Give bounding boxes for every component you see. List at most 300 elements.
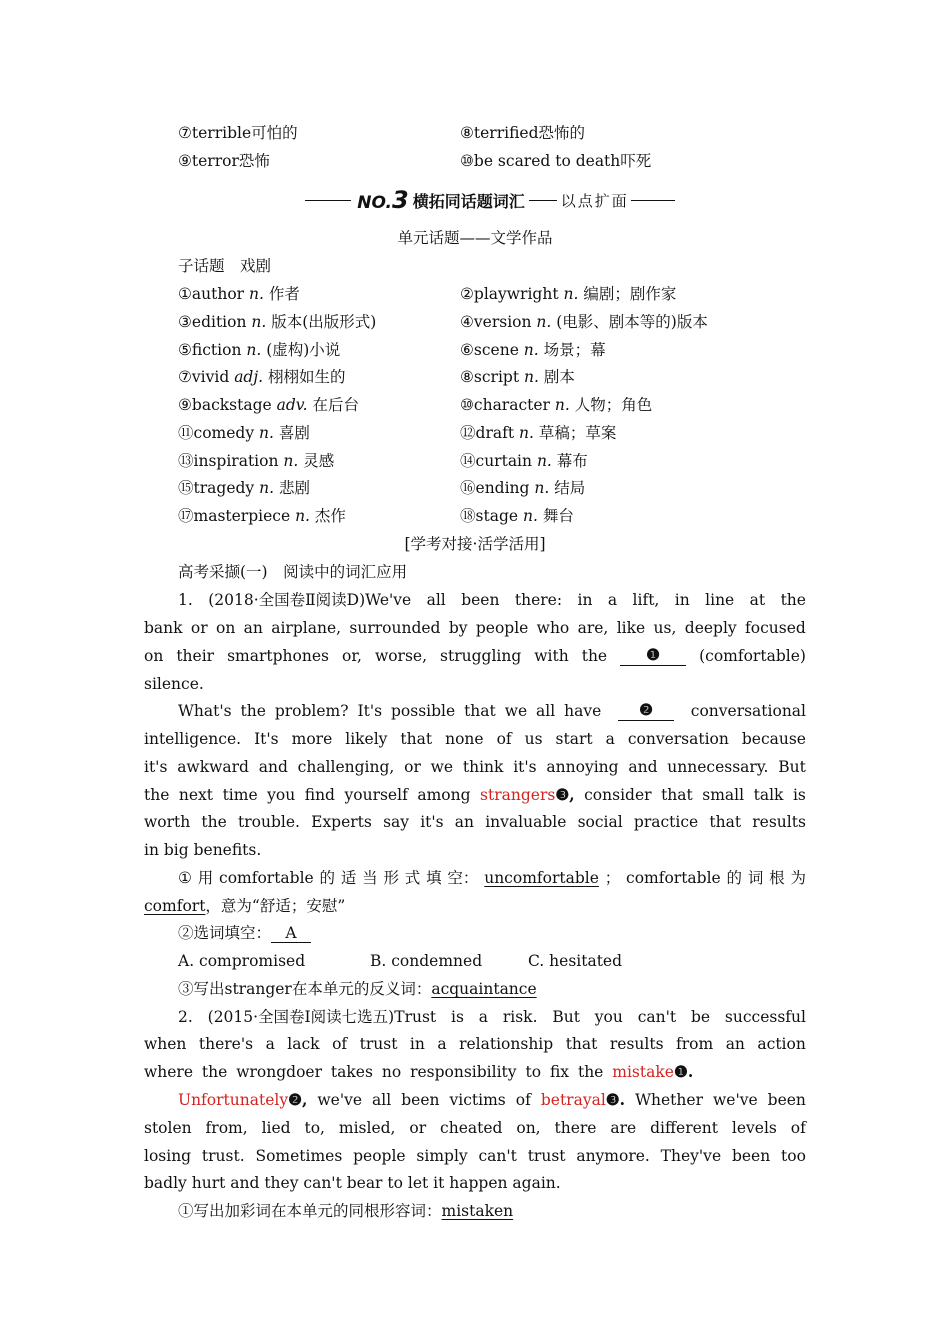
word: awkward (177, 758, 249, 776)
vocab-item (460, 423, 616, 443)
vocab-number: ④ (460, 312, 474, 331)
vocab-item (460, 284, 676, 304)
word: They've (660, 1147, 722, 1165)
vocab-word: script (473, 368, 524, 387)
vocab-number: ⑤ (178, 340, 192, 359)
word: when (144, 1035, 187, 1053)
q1-exercise-1-cont (144, 896, 345, 916)
vocab-word: comedy (193, 423, 260, 442)
word: misled, (338, 1119, 396, 1137)
vocab-meaning: 喜剧 (273, 423, 310, 442)
vocab-word: character (473, 396, 555, 414)
marker-3: ❸. (605, 1090, 626, 1109)
word: or, (341, 647, 362, 665)
word: by (448, 619, 468, 637)
q2-line-4 (178, 1090, 806, 1110)
vocab-item (178, 423, 310, 443)
word: victims (449, 1091, 506, 1109)
vocab-pos: n. (249, 285, 264, 303)
word: it's (144, 758, 168, 776)
word: (comfortable) (699, 647, 806, 665)
word: of (790, 1119, 806, 1137)
word: on, (516, 1119, 541, 1137)
highlight-word: Unfortunately (178, 1091, 289, 1109)
word: the (581, 647, 608, 665)
section-heading (300, 186, 680, 214)
word: comfortable (626, 869, 721, 887)
vocab-pos: n. (536, 312, 552, 331)
vocab-number: ⑭ (460, 451, 476, 470)
vocab-word: version (473, 312, 537, 331)
word: (2015·全国卷Ⅰ阅读七选五)Trust (207, 1008, 437, 1026)
word: none (445, 730, 484, 748)
word: all (372, 1091, 392, 1109)
word: different (650, 1119, 718, 1137)
vocab-word: vivid (191, 368, 235, 387)
word: talk (753, 786, 784, 804)
word: an (454, 813, 475, 831)
word: there: (514, 591, 563, 609)
vocab-item (460, 506, 574, 526)
vocab-word: inspiration (193, 451, 284, 470)
word: on (144, 647, 164, 665)
word: from (676, 1035, 714, 1053)
vocab-pos: n. (522, 507, 538, 525)
q1-line-7 (144, 757, 806, 777)
word: people (353, 1147, 406, 1165)
word: unnecessary. (667, 758, 769, 776)
q1-line-3 (144, 646, 806, 666)
vocab-meaning: 杰作 (309, 507, 346, 525)
word: like (616, 619, 646, 637)
word: invaluable (485, 813, 567, 831)
vocab-word: tragedy (193, 479, 260, 498)
word: that (400, 730, 433, 748)
word: that (565, 1035, 598, 1053)
vocab-pos: n. (259, 423, 274, 442)
vocab-word: scene (473, 340, 524, 359)
vocab-item (178, 395, 359, 415)
word: of (496, 730, 512, 748)
vocab-pos: n. (563, 285, 579, 303)
word: and (258, 758, 288, 776)
vocab-number: ② (460, 285, 474, 303)
vocab-number: ⑮ (178, 479, 194, 498)
word: Sometimes (255, 1147, 343, 1165)
word: intelligence. (144, 730, 242, 748)
word: too (781, 1147, 806, 1165)
word: it's (420, 813, 444, 831)
vocab-item (460, 367, 575, 387)
word: airplane, (271, 619, 342, 637)
vocab-meaning: 编剧；剧作家 (578, 285, 677, 303)
vocab-number: ⑱ (460, 507, 476, 525)
q1-exercise-1 (178, 868, 806, 888)
word: time (222, 786, 258, 804)
word: been (461, 591, 500, 609)
q1-line-1 (178, 590, 806, 610)
answer-uncomfortable: uncomfortable (484, 869, 599, 887)
top-item-10: ⑩be scared to death吓死 (460, 152, 652, 170)
vocab-word: author (191, 285, 250, 303)
vocab-number: ③ (178, 312, 192, 331)
word: that (661, 786, 693, 804)
word: risk. (502, 1008, 538, 1026)
vocab-meaning: 舞台 (537, 507, 574, 525)
vocab-meaning: 灵感 (298, 451, 335, 470)
marker-1: ❶. (673, 1062, 694, 1081)
vocab-meaning: 草稿；草案 (533, 423, 617, 442)
word: we've (713, 1091, 758, 1109)
word: 的 (319, 869, 336, 887)
highlight-word: strangers (480, 786, 556, 804)
vocab-pos: n. (295, 507, 310, 525)
vocab-item (178, 312, 376, 332)
word: 空： (447, 869, 479, 887)
word: trust (359, 1035, 398, 1053)
word: us, (653, 619, 677, 637)
word: all (426, 591, 446, 609)
word: focused (745, 619, 806, 637)
word: it's (513, 758, 537, 776)
word: losing (144, 1147, 192, 1165)
word: But (778, 758, 806, 776)
word: you (594, 1008, 623, 1026)
word: we've (317, 1091, 363, 1109)
word: line (705, 591, 735, 609)
q1-line-10: in big benefits. (144, 841, 262, 859)
q2-line-6 (144, 1146, 806, 1166)
vocab-item (460, 312, 708, 332)
vocab-item (178, 506, 346, 526)
vocab-pos: n. (554, 396, 570, 414)
vocab-word: stage (475, 507, 523, 525)
word: been (767, 1091, 806, 1109)
vocab-pos: n. (283, 451, 299, 470)
vocab-pos: n. (246, 340, 262, 359)
highlight-mistake: mistake (612, 1063, 674, 1081)
q2-exercise-1-question: ①写出加彩词在本单元的同根形容词： (178, 1202, 442, 1220)
word: think (462, 758, 504, 776)
word: trouble. (238, 813, 300, 831)
top-item-8: ⑧terrified恐怖的 (460, 124, 586, 142)
answer-acquaintance: acquaintance (431, 980, 537, 998)
word: find (304, 786, 335, 804)
highlight-strangers (480, 785, 575, 805)
heading-title: 横拓同话题词汇 (412, 191, 525, 211)
word: is (792, 786, 806, 804)
vocab-number: ⑥ (460, 340, 474, 359)
q1-exercise-3 (178, 979, 537, 999)
word: relationship (459, 1035, 554, 1053)
word: because (741, 730, 806, 748)
word: 当 (362, 869, 378, 887)
word: ； (604, 869, 621, 887)
vocab-meaning: 版本(出版形式) (266, 312, 377, 331)
q1-line-9 (144, 812, 806, 832)
vocab-pos: adv. (276, 396, 308, 414)
word: trust. (201, 1147, 245, 1165)
top-item-7: ⑦terrible可怕的 (178, 124, 298, 142)
vocab-item (178, 478, 310, 498)
vocab-pos: n. (518, 423, 534, 442)
word: results (752, 813, 806, 831)
vocab-item (178, 340, 340, 360)
word: next (178, 786, 214, 804)
word: smartphones (227, 647, 329, 665)
word: small (702, 786, 745, 804)
word: the (780, 591, 806, 609)
part-title: 高考采撷(一) 阅读中的词汇应用 (178, 563, 408, 581)
word: (2018·全国卷Ⅱ阅读D)We've (208, 591, 412, 609)
word: likely (345, 730, 388, 748)
blank-2[interactable]: ❷ (618, 701, 674, 721)
word: are (610, 1119, 637, 1137)
vocab-number: ① (178, 285, 192, 303)
word: action (757, 1035, 806, 1053)
word: 2. (178, 1008, 193, 1026)
word: a (265, 1035, 275, 1053)
word: an (725, 1035, 745, 1053)
word: or (404, 758, 421, 776)
subtopic: 子话题 戏剧 (178, 257, 272, 275)
answer-a[interactable]: A (271, 924, 311, 943)
vocab-pos: n. (534, 479, 550, 498)
word: simply (416, 1147, 468, 1165)
q1-para2-line-1 (178, 701, 806, 721)
vocab-pos: adj. (234, 368, 264, 387)
vocab-item (178, 284, 300, 304)
vocab-meaning: 人物；角色 (569, 396, 653, 414)
word: challenging, (297, 758, 395, 776)
word: more (291, 730, 333, 748)
marker-3: ❸, (555, 785, 575, 804)
bracket-title: [学考对接·活学活用] (404, 535, 546, 553)
word: comfortable (219, 869, 314, 887)
word: 1. (178, 591, 193, 609)
q1-exercise-2 (178, 923, 311, 943)
q2-line-3-text: where the wrongdoer takes no responsibility to fix the (144, 1063, 613, 1081)
word: people (475, 619, 529, 637)
vocab-word: playwright (473, 285, 564, 303)
word: in (577, 591, 593, 609)
q1-exercise-2-question: ②选词填空： (178, 924, 272, 942)
heading-number: NO.3 (357, 186, 409, 214)
q1-line-2 (144, 618, 806, 638)
vocab-meaning: 悲剧 (274, 479, 310, 498)
vocab-item (460, 340, 606, 360)
word: 的 (726, 869, 743, 887)
vocab-number: ⑰ (178, 507, 194, 525)
vocab-number: ⑩ (460, 396, 474, 414)
word: of (332, 1035, 348, 1053)
vocab-meaning: (虚构)小说 (261, 340, 341, 359)
word: there's (198, 1035, 254, 1053)
vocab-meaning: (电影、剧本等的)版本 (551, 312, 708, 331)
heading-rule-left (305, 200, 351, 201)
word: a (437, 1035, 447, 1053)
word: 形 (383, 869, 399, 887)
word: in (409, 1035, 425, 1053)
word: anymore. (576, 1147, 650, 1165)
q2-line-5 (144, 1118, 806, 1138)
word: annoying (546, 758, 619, 776)
word: 式 (404, 869, 421, 887)
word: practice (633, 813, 699, 831)
vocab-item (178, 367, 346, 387)
unit-topic: 单元话题——文学作品 (397, 229, 553, 247)
word: a (607, 591, 618, 609)
word: conversation (627, 730, 729, 748)
q1-options (178, 951, 622, 971)
word: a (478, 1008, 489, 1026)
q1-para2-start: What's the problem? It's possible that we all have (178, 702, 602, 720)
word: the (201, 813, 227, 831)
vocab-number: ⑯ (460, 479, 476, 498)
highlight-word: betrayal (540, 1091, 606, 1109)
vocab-item (460, 478, 585, 498)
word: lack (287, 1035, 320, 1053)
vocab-number: ⑪ (178, 423, 194, 442)
q1-line-6 (144, 729, 806, 749)
vocab-item (178, 451, 334, 471)
vocab-pos: n. (523, 340, 539, 359)
vocab-pos: n. (259, 479, 275, 498)
blank-1[interactable]: ❶ (620, 646, 686, 666)
vocab-pos: n. (536, 451, 552, 470)
word: are, (577, 619, 609, 637)
word: that (709, 813, 742, 831)
q2-line-2 (144, 1034, 806, 1054)
vocab-meaning: 栩栩如生的 (263, 368, 346, 387)
word: a (605, 730, 615, 748)
vocab-number: ⑨ (178, 396, 192, 414)
word: successful (724, 1008, 806, 1026)
vocab-number: ⑧ (460, 368, 474, 387)
q1-exercise-3-question: ③写出stranger在本单元的反义词： (178, 980, 432, 998)
word: deeply (684, 619, 737, 637)
vocab-meaning: 作者 (263, 285, 300, 303)
word: worse, (374, 647, 428, 665)
answer-comfort: comfort (144, 897, 206, 915)
word: struggling (440, 647, 522, 665)
q1-line-4: silence. (144, 675, 204, 693)
vocab-word: ending (475, 479, 535, 498)
word: been (731, 1147, 771, 1165)
word: stolen (144, 1119, 192, 1137)
word: 填 (426, 869, 442, 887)
word: be (690, 1008, 711, 1026)
word: 用 (197, 869, 214, 887)
heading-subtitle: 以点扩面 (560, 191, 629, 210)
word: consider (584, 786, 652, 804)
word: we (430, 758, 454, 776)
word: or (409, 1119, 427, 1137)
word: Whether (635, 1091, 703, 1109)
word: start (555, 730, 593, 748)
q2-line-3 (144, 1062, 693, 1082)
word: is (451, 1008, 464, 1026)
vocab-word: masterpiece (193, 507, 296, 525)
word: who (536, 619, 570, 637)
word: yourself (344, 786, 408, 804)
highlight-unfortunately (178, 1090, 307, 1110)
word: at (749, 591, 766, 609)
marker-2: ❷, (288, 1090, 308, 1109)
q2-line-1 (178, 1007, 806, 1027)
word: lied (261, 1119, 291, 1137)
word: results (609, 1035, 664, 1053)
vocab-meaning: 剧本 (538, 368, 575, 387)
top-item-9: ⑨terror恐怖 (178, 152, 270, 170)
vocab-meaning: 场景；幕 (538, 340, 606, 359)
vocab-word: edition (191, 312, 252, 331)
word: 词 (747, 869, 764, 887)
q2-exercise-1 (178, 1201, 513, 1221)
option-a: A. compromised (178, 952, 306, 970)
q1-para2-end: conversational (690, 702, 806, 720)
word: with (534, 647, 569, 665)
word: on (215, 619, 236, 637)
word: cheated (440, 1119, 503, 1137)
word: bank (144, 619, 183, 637)
vocab-number: ⑦ (178, 368, 192, 387)
vocab-word: draft (475, 423, 519, 442)
word: lift, (632, 591, 660, 609)
word: and (628, 758, 658, 776)
word: 为 (790, 869, 806, 887)
word: to, (304, 1119, 325, 1137)
option-c: C. hesitated (528, 952, 623, 970)
vocab-pos: n. (524, 368, 539, 387)
highlight-betrayal (541, 1090, 625, 1110)
word: or (190, 619, 208, 637)
vocab-meaning: 结局 (549, 479, 586, 498)
q2-line-7: badly hurt and they can't bear to let it happen again. (144, 1174, 561, 1192)
vocab-item (460, 451, 588, 471)
vocab-pos: n. (251, 312, 267, 331)
vocab-word: backstage (191, 396, 277, 414)
option-b: B. condemned (370, 952, 483, 970)
q1-line-8 (144, 785, 806, 805)
word: 根 (769, 869, 785, 887)
word: say (383, 813, 410, 831)
word: the (144, 786, 170, 804)
word: levels (731, 1119, 777, 1137)
vocab-meaning: 在后台 (307, 396, 360, 414)
word: ① (178, 869, 192, 887)
word: It's (254, 730, 279, 748)
word: of (515, 1091, 531, 1109)
word: surrounded (349, 619, 441, 637)
word: Experts (311, 813, 372, 831)
word: an (243, 619, 263, 637)
word: been (401, 1091, 440, 1109)
vocab-word: curtain (475, 451, 537, 470)
word: there (554, 1119, 597, 1137)
word: you (267, 786, 296, 804)
word: among (417, 786, 471, 804)
word: worth (144, 813, 191, 831)
word: from, (205, 1119, 248, 1137)
word: in (674, 591, 690, 609)
vocab-word: fiction (191, 340, 247, 359)
word: can't (478, 1147, 517, 1165)
heading-rule-mid (529, 200, 557, 201)
word: But (552, 1008, 580, 1026)
vocab-meaning: 幕布 (551, 451, 588, 470)
word: social (577, 813, 623, 831)
